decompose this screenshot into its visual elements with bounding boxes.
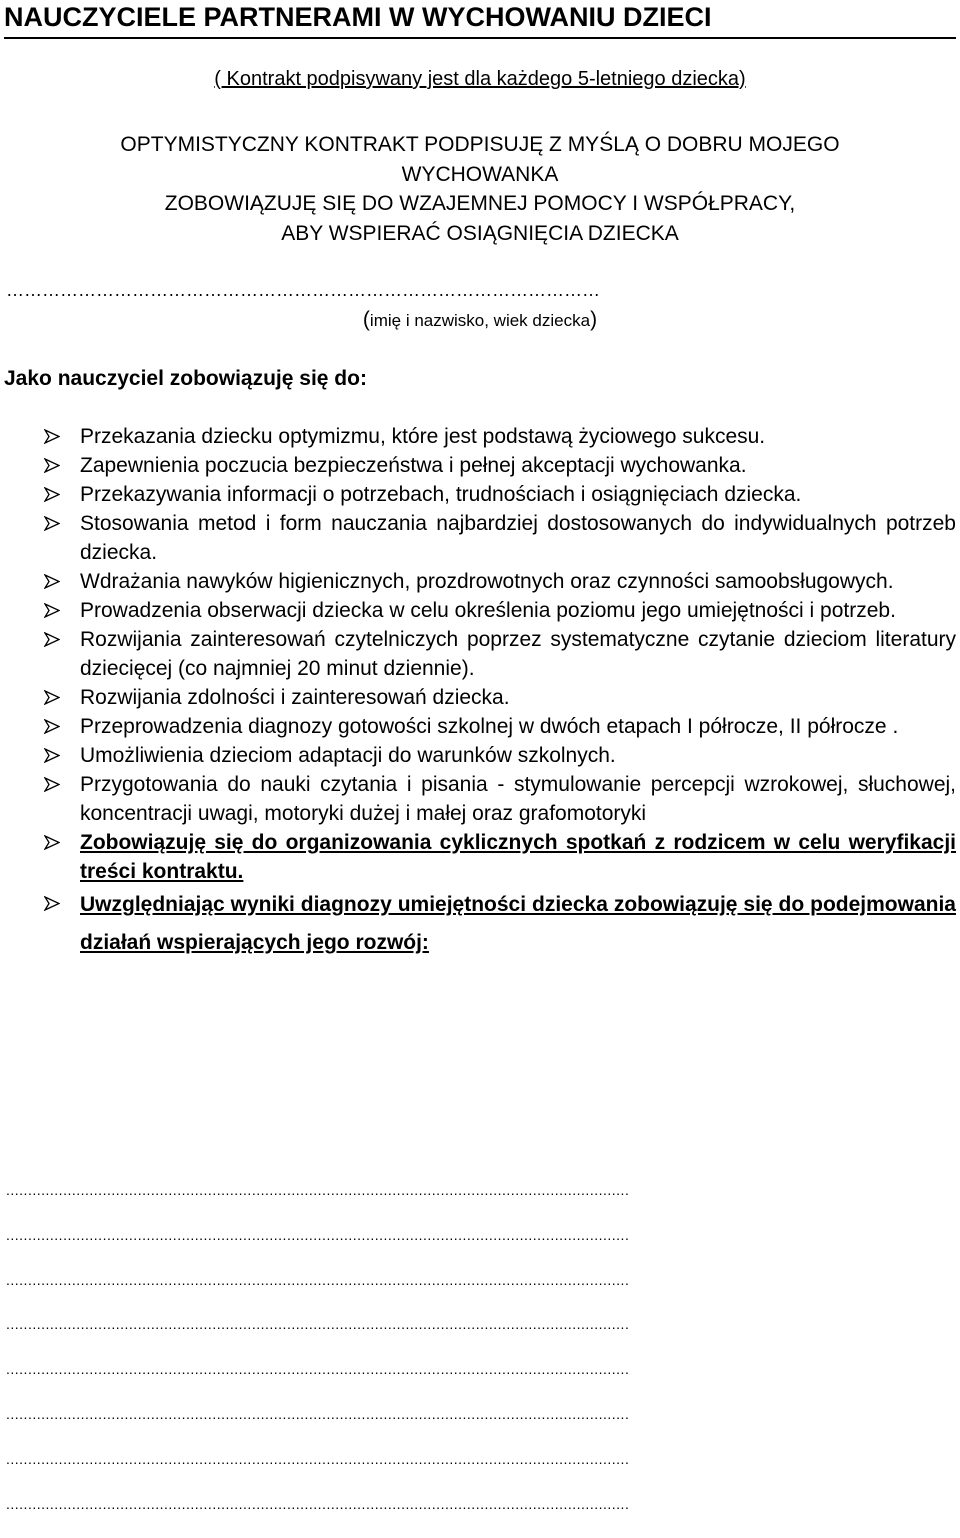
contract-subtitle	[0, 66, 960, 92]
optimistic-heading	[0, 130, 960, 248]
list-item-text: Zapewnienia poczucia bezpieczeństwa i pełnej akceptacji wychowanka.	[80, 454, 747, 477]
subtitle-text: ( Kontrakt podpisywany jest dla każdego 5-letniego dziecka)	[214, 68, 746, 90]
list-item	[44, 509, 956, 567]
commitment-list	[44, 422, 956, 962]
arrow-bullet-icon	[44, 603, 60, 618]
dotted-fill-line[interactable]: ..............................................................................................................................................	[6, 1361, 630, 1378]
heading-line: WYCHOWANKA	[401, 162, 559, 186]
heading-line: ABY WSPIERAĆ OSIĄGNIĘCIA DZIECKA	[281, 221, 679, 245]
dotted-fill-line[interactable]: ..............................................................................................................................................	[6, 1405, 630, 1422]
name-fill-line[interactable]: ………………………………………………………………………………………	[6, 280, 600, 300]
list-item-text: Umożliwienia dzieciom adaptacji do warunków szkolnych.	[80, 744, 616, 767]
list-item	[44, 770, 956, 828]
list-item-bold	[44, 828, 956, 886]
dotted-fill-line[interactable]: ..............................................................................................................................................	[6, 1226, 630, 1243]
list-item	[44, 712, 956, 741]
list-item-text: Przeprowadzenia diagnozy gotowości szkolnej w dwóch etapach I półrocze, II półrocze .	[80, 715, 899, 738]
arrow-bullet-icon	[44, 748, 60, 763]
arrow-bullet-icon	[44, 516, 60, 531]
heading-line: OPTYMISTYCZNY KONTRAKT PODPISUJĘ Z MYŚLĄ O DOBRU MOJEGO	[120, 133, 840, 156]
list-item-text: Prowadzenia obserwacji dziecka w celu określenia poziomu jego umiejętności i potrzeb.	[80, 599, 896, 622]
dotted-fill-line[interactable]: ..............................................................................................................................................	[6, 1316, 630, 1333]
dotted-fill-line[interactable]: ..............................................................................................................................................	[6, 1450, 630, 1467]
caption-open-paren: (	[362, 308, 370, 331]
list-item-text: Stosowania metod i form nauczania najbardziej dostosowanych do indywidualnych potrzeb dziecka.	[80, 512, 956, 564]
arrow-bullet-icon	[44, 719, 60, 734]
teacher-commitment-lead: Jako nauczyciel zobowiązuję się do:	[4, 367, 367, 390]
write-in-lines	[6, 1180, 956, 1538]
list-item-text: Wdrażania nawyków higienicznych, prozdrowotnych oraz czynności samoobsługowych.	[80, 570, 894, 593]
list-item-text: Przekazania dziecku optymizmu, które jest podstawą życiowego sukcesu.	[80, 425, 766, 448]
list-item-text: Rozwijania zainteresowań czytelniczych poprzez systematyczne czytanie dzieciom literatury dziecięcej (co najmniej 20 minut dziennie).	[80, 628, 956, 680]
arrow-bullet-icon	[44, 632, 60, 647]
list-item-bold	[44, 886, 956, 962]
dotted-fill-line[interactable]: ..............................................................................................................................................	[6, 1271, 630, 1288]
dotted-fill-line[interactable]: ..............................................................................................................................................	[6, 1495, 630, 1512]
list-item	[44, 741, 956, 770]
arrow-bullet-icon	[44, 777, 60, 792]
dotted-fill-line[interactable]: ..............................................................................................................................................	[6, 1182, 630, 1198]
list-item	[44, 596, 956, 625]
document-title: NAUCZYCIELE PARTNERAMI W WYCHOWANIU DZIECI	[4, 0, 956, 39]
list-item	[44, 480, 956, 509]
list-item	[44, 683, 956, 712]
list-item	[44, 422, 956, 451]
list-item	[44, 567, 956, 596]
caption-close-paren: )	[590, 308, 598, 331]
list-item	[44, 451, 956, 480]
caption-text: imię i nazwisko, wiek dziecka	[369, 311, 591, 330]
arrow-bullet-icon	[44, 896, 60, 911]
list-item-text: Uwzględniając wyniki diagnozy umiejętności dziecka zobowiązuję się do podejmowania działań wspierających jego rozwój:	[80, 893, 956, 954]
heading-line: ZOBOWIĄZUJĘ SIĘ DO WZAJEMNEJ POMOCY I WSPÓŁPRACY,	[164, 192, 796, 215]
list-item-text: Przekazywania informacji o potrzebach, trudnościach i osiągnięciach dziecka.	[80, 483, 802, 506]
arrow-bullet-icon	[44, 429, 60, 444]
arrow-bullet-icon	[44, 690, 60, 705]
list-item-text: Rozwijania zdolności i zainteresowań dziecka.	[80, 686, 510, 709]
arrow-bullet-icon	[44, 835, 60, 850]
list-item-text: Przygotowania do nauki czytania i pisania - stymulowanie percepcji wzrokowej, słuchowej, koncentracji uwagi, motoryki dużej i małej oraz grafomotoryki	[80, 773, 956, 825]
name-caption	[0, 308, 960, 333]
arrow-bullet-icon	[44, 487, 60, 502]
arrow-bullet-icon	[44, 458, 60, 473]
arrow-bullet-icon	[44, 574, 60, 589]
list-item	[44, 625, 956, 683]
list-item-text: Zobowiązuję się do organizowania cyklicznych spotkań z rodzicem w celu weryfikacji treści kontraktu.	[80, 831, 956, 883]
